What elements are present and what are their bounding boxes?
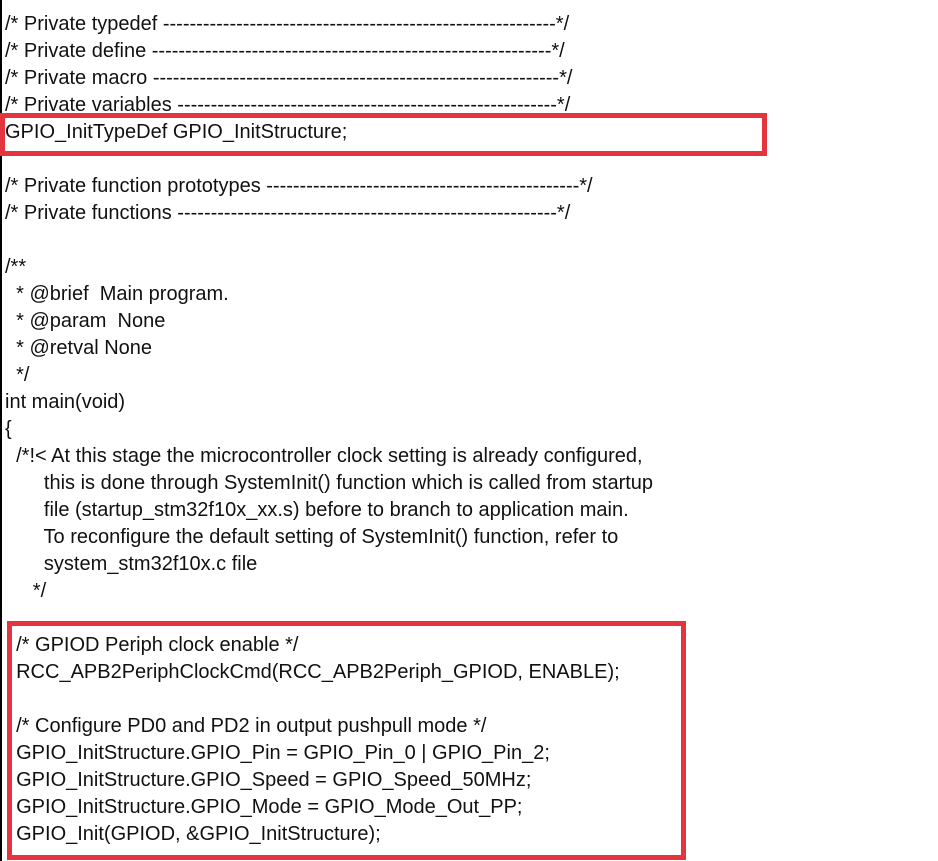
code-line-private-prototypes: /* Private function prototypes -----------------------------------------------*/ xyxy=(5,175,593,197)
code-line-comment-1: /*!< At this stage the microcontroller clock setting is already configured, xyxy=(5,445,643,467)
code-line-comment-end: */ xyxy=(5,580,47,602)
code-line-configure-comment: /* Configure PD0 and PD2 in output pushpull mode */ xyxy=(5,715,487,737)
code-line-gpio-pin: GPIO_InitStructure.GPIO_Pin = GPIO_Pin_0 | GPIO_Pin_2; xyxy=(5,742,550,764)
code-line-gpio-mode: GPIO_InitStructure.GPIO_Mode = GPIO_Mode_Out_PP; xyxy=(5,796,523,818)
code-line-private-typedef: /* Private typedef -----------------------------------------------------------*/ xyxy=(5,13,570,35)
code-line-private-functions: /* Private functions ---------------------------------------------------------*/ xyxy=(5,202,571,224)
code-line-comment-2: this is done through SystemInit() function which is called from startup xyxy=(5,472,654,494)
code-line-rcc-clock-cmd: RCC_APB2PeriphClockCmd(RCC_APB2Periph_GPIOD, ENABLE); xyxy=(5,661,620,683)
code-line-gpiod-clock-comment: /* GPIOD Periph clock enable */ xyxy=(5,634,299,656)
code-line-gpio-speed: GPIO_InitStructure.GPIO_Speed = GPIO_Speed_50MHz; xyxy=(5,769,532,791)
code-line-private-define: /* Private define ------------------------------------------------------------*/ xyxy=(5,40,565,62)
code-line-comment-3: file (startup_stm32f10x_xx.s) before to branch to application main. xyxy=(5,499,629,521)
code-line-main-signature: int main(void) xyxy=(5,391,126,413)
code-line-doc-param: * @param None xyxy=(5,310,166,332)
code-line-private-variables: /* Private variables ---------------------------------------------------------*/ xyxy=(5,94,571,116)
code-line-private-macro: /* Private macro -------------------------------------------------------------*/ xyxy=(5,67,573,89)
code-line-gpio-init: GPIO_Init(GPIOD, &GPIO_InitStructure); xyxy=(5,823,381,845)
code-line-doc-retval: * @retval None xyxy=(5,337,153,359)
code-line-open-brace: { xyxy=(5,418,12,440)
code-line-doc-start: /** xyxy=(5,256,27,278)
code-line-doc-end: */ xyxy=(5,364,30,386)
code-line-doc-brief: * @brief Main program. xyxy=(5,283,229,305)
highlight-box-struct-declaration xyxy=(0,113,767,156)
code-line-gpio-struct-declaration: GPIO_InitTypeDef GPIO_InitStructure; xyxy=(5,121,348,143)
highlight-box-gpio-config xyxy=(7,621,686,860)
code-line-comment-5: system_stm32f10x.c file xyxy=(5,553,258,575)
code-line-comment-4: To reconfigure the default setting of SystemInit() function, refer to xyxy=(5,526,619,548)
